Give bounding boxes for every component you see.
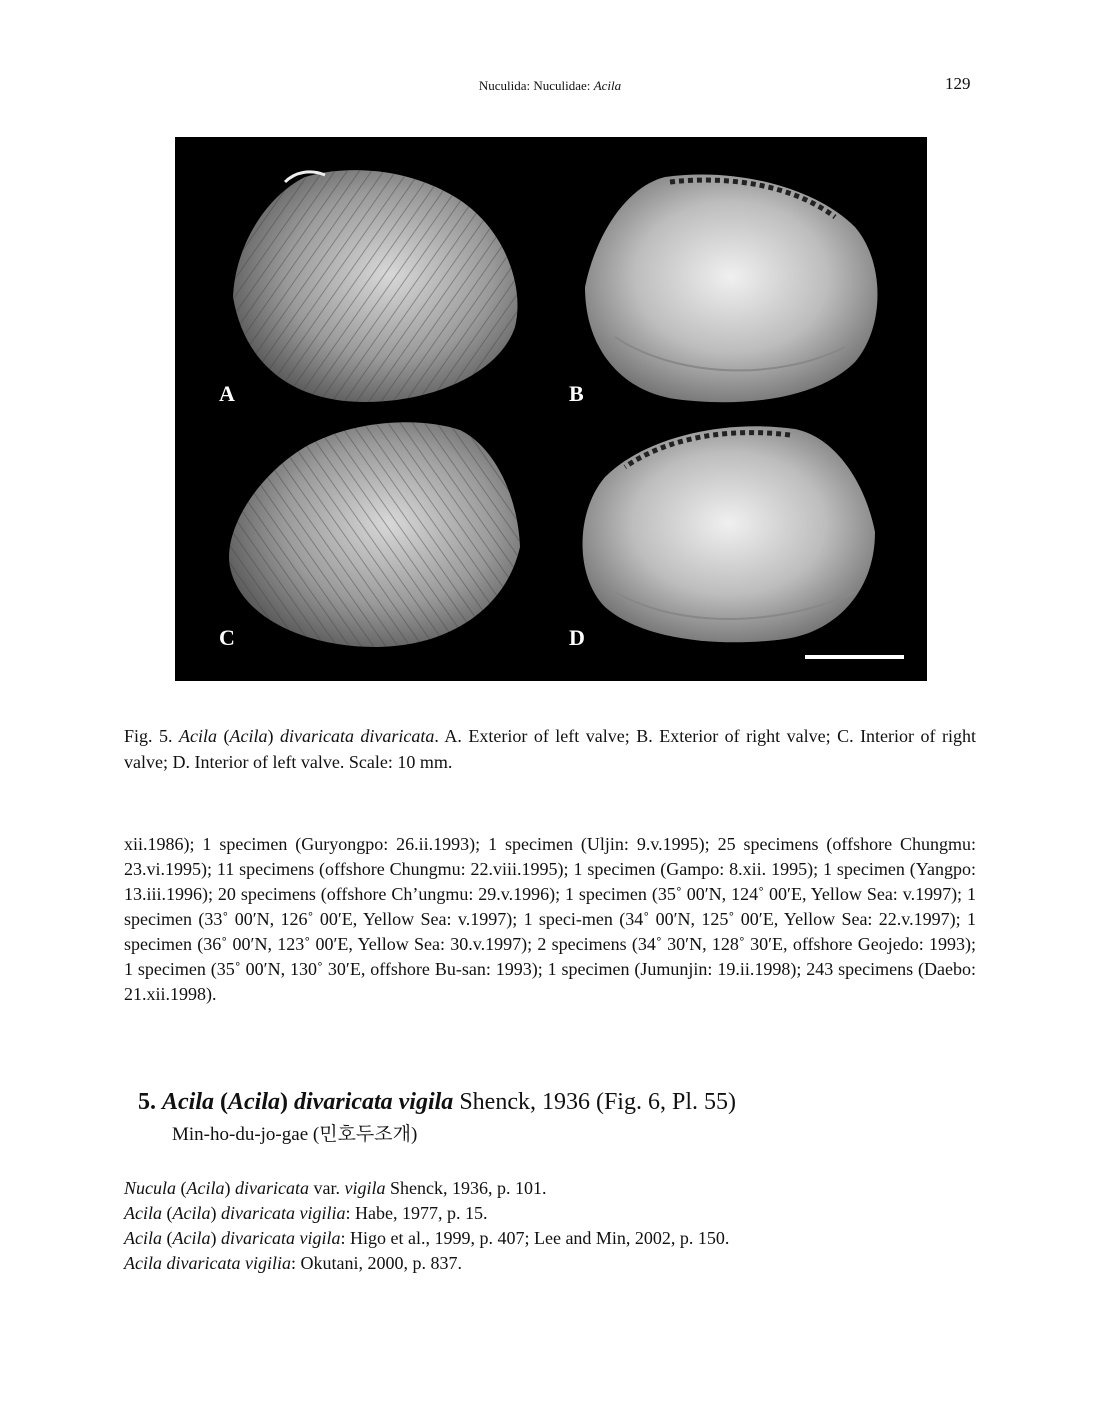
species-common-name: Min-ho-du-jo-gae (민호두조개) — [172, 1124, 418, 1145]
shell-panel-a — [233, 170, 518, 402]
species-author: Shenck, 1936 (Fig. 6, Pl. 55) — [453, 1089, 736, 1115]
species-paren-open: ( — [214, 1089, 228, 1115]
syn-italic: Nucula — [124, 1178, 176, 1198]
caption-text: . A. Exterior of left valve; B. Exterior of right valve; C. Interior of right valve; D. Interior of left valve. Scale: 10 mm. — [124, 726, 976, 772]
panel-label-d: D — [569, 625, 585, 650]
species-epithet: divaricata vigila — [294, 1089, 454, 1115]
syn-text: Shenck, 1936, p. 101. — [385, 1178, 547, 1198]
synonymy-entry — [124, 1201, 976, 1226]
running-head-genus: Acila — [593, 78, 622, 93]
syn-italic: Acila — [124, 1228, 162, 1248]
syn-italic: divaricata vigilia — [221, 1203, 346, 1223]
syn-text: ( — [162, 1203, 173, 1223]
shell-panel-d — [583, 426, 876, 642]
caption-species: divaricata divaricata — [279, 726, 435, 746]
syn-italic: Acila — [172, 1203, 211, 1223]
synonymy-list — [124, 1176, 976, 1276]
syn-italic: vigila — [344, 1178, 386, 1198]
syn-text: : Habe, 1977, p. 15. — [345, 1203, 488, 1223]
page-number: 129 — [945, 74, 971, 93]
running-head-prefix: Nuculida: Nuculidae: — [478, 78, 594, 93]
synonymy-entry — [124, 1176, 976, 1201]
scale-bar — [805, 655, 904, 659]
syn-text: ) — [210, 1228, 221, 1248]
panel-label-c: C — [219, 625, 235, 650]
syn-text: : Okutani, 2000, p. 837. — [290, 1253, 462, 1273]
caption-subgenus: Acila — [229, 726, 268, 746]
syn-text: ) — [224, 1178, 235, 1198]
shell-figure-image — [175, 137, 927, 681]
caption-fig-label: Fig. 5. — [124, 726, 179, 746]
species-genus: Acila — [162, 1089, 214, 1115]
syn-text: ) — [210, 1203, 221, 1223]
figure-caption — [124, 723, 976, 775]
species-heading — [138, 1087, 736, 1117]
shell-panel-b — [585, 174, 878, 402]
syn-italic: Acila — [186, 1178, 225, 1198]
syn-italic: Acila divaricata vigilia — [124, 1253, 291, 1273]
syn-italic: Acila — [172, 1228, 211, 1248]
syn-italic: divaricata — [235, 1178, 309, 1198]
caption-genus: Acila — [178, 726, 217, 746]
syn-text: var. — [309, 1178, 345, 1198]
shell-figure — [175, 137, 927, 681]
material-examined-text: xii.1986); 1 specimen (Guryongpo: 26.ii.1993); 1 specimen (Uljin: 9.v.1995); 25 specimens (offshore Chungmu: 23.vi.1995); 11 specimens (offshore Chungmu: 22.viii.1995); 1 specimen (Gampo: 8.xii. 1995); 1 specimen (Yangpo: 13.iii.1996); 20 specimens (offshore Ch’ungmu: 29.v.1996); 1 specimen (35˚ 00′N, 124˚ 00′E, Yellow Sea: v.1997); 1 specimen (33˚ 00′N, 126˚ 00′E, Yellow Sea: v.1997); 1 speci-men (34˚ 00′N, 125˚ 00′E, Yellow Sea: 22.v.1997); 1 specimen (36˚ 00′N, 123˚ 00′E, Yellow Sea: 30.v.1997); 2 specimens (34˚ 30′N, 128˚ 30′E, offshore Geojedo: 1993); 1 specimen (35˚ 00′N, 130˚ 30′E, offshore Bu-san: 1993); 1 specimen (Jumunjin: 19.ii.1998); 243 specimens (Daebo: 21.xii.1998). — [124, 834, 976, 1004]
syn-text: ( — [176, 1178, 187, 1198]
running-head — [0, 78, 1100, 94]
synonymy-entry — [124, 1251, 976, 1276]
syn-text: : Higo et al., 1999, p. 407; Lee and Min, 2002, p. 150. — [340, 1228, 730, 1248]
caption-paren-open: ( — [216, 726, 230, 746]
synonymy-entry — [124, 1226, 976, 1251]
syn-italic: divaricata vigila — [221, 1228, 341, 1248]
panel-label-b: B — [569, 381, 584, 406]
syn-text: ( — [162, 1228, 173, 1248]
species-number: 5. — [138, 1089, 162, 1115]
syn-italic: Acila — [124, 1203, 162, 1223]
shell-panel-c — [229, 422, 520, 647]
species-paren-close: ) — [280, 1089, 294, 1115]
panel-label-a: A — [219, 381, 235, 406]
species-subgenus: Acila — [228, 1089, 280, 1115]
caption-paren-close: ) — [267, 726, 280, 746]
